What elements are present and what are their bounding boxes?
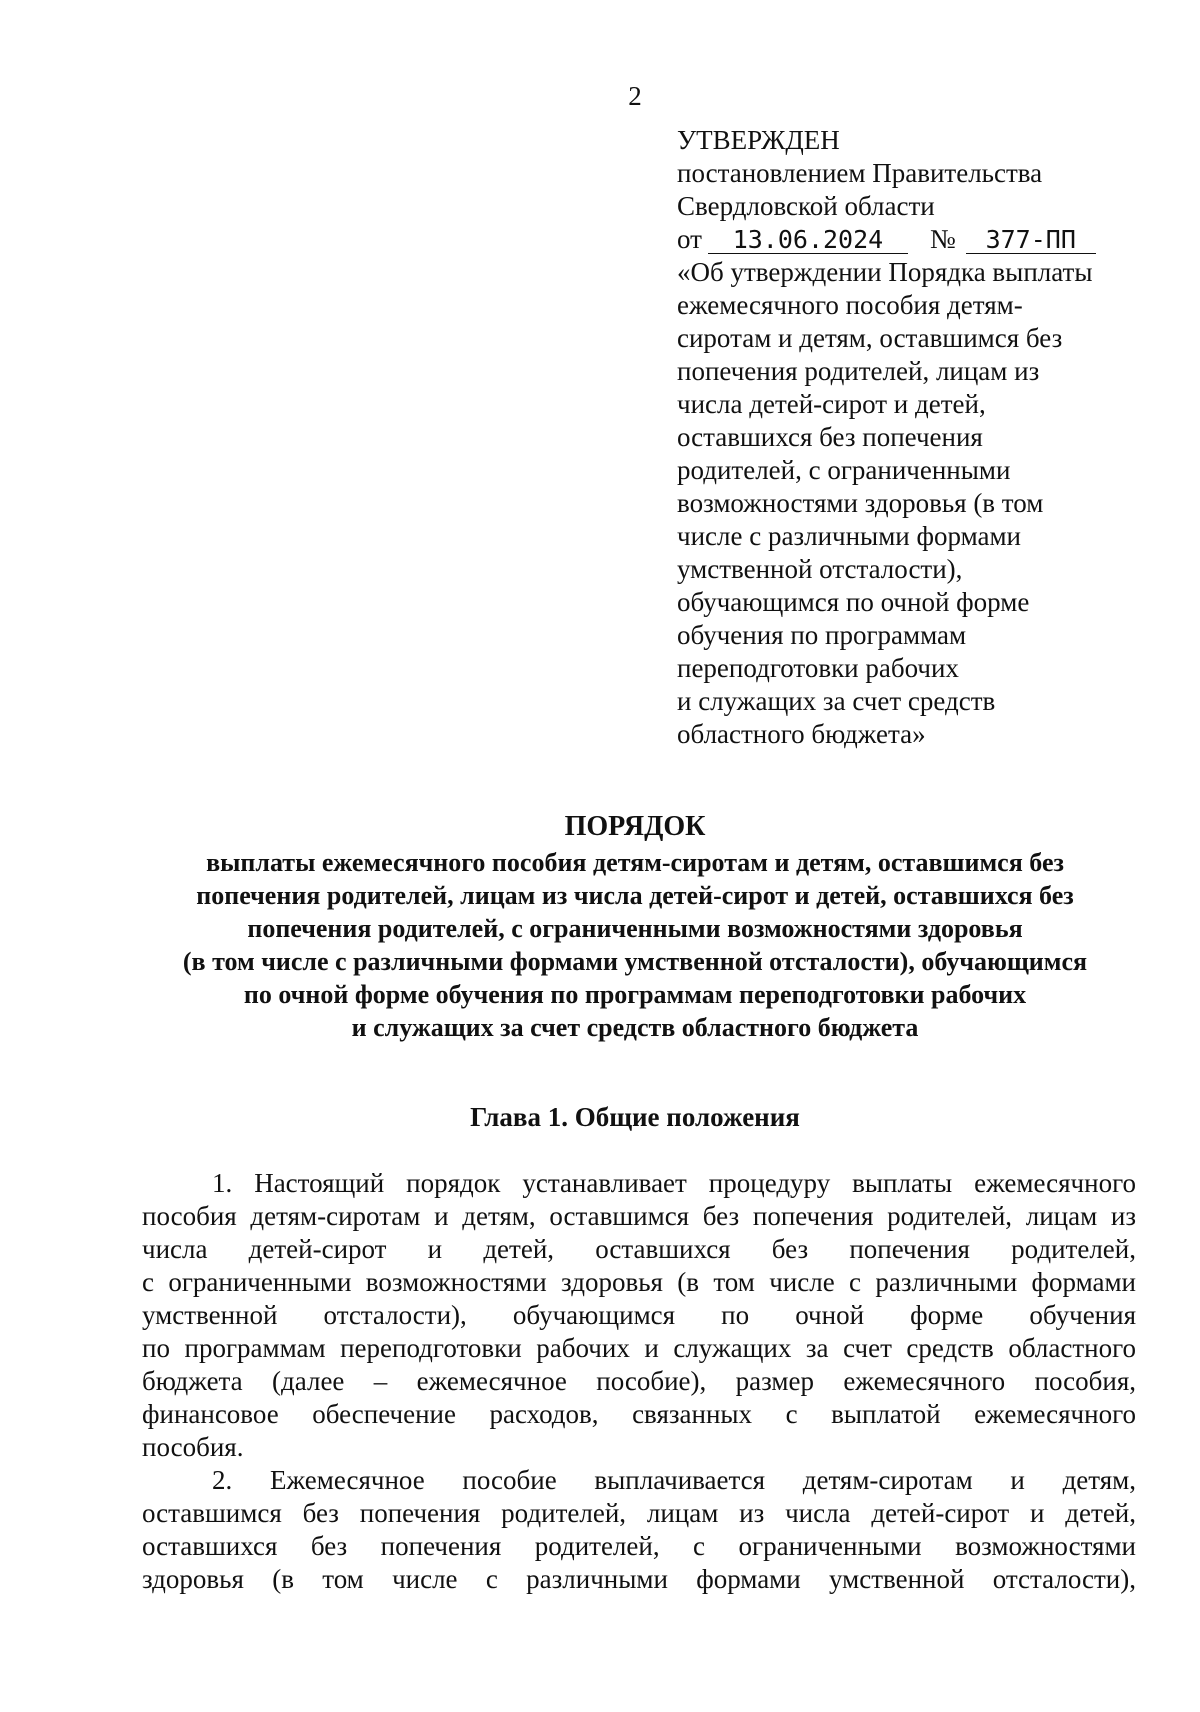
document-heading: ПОРЯДОК: [564, 811, 706, 842]
document-title: [130, 808, 1140, 1044]
decree-title-line: возможностями здоровья (в том: [677, 488, 1044, 518]
page-number: 2: [628, 81, 642, 111]
document-title-line: по очной форме обучения по программам переподготовки рабочих: [243, 980, 1027, 1009]
body-line: пособия детям-сиротам и детям, оставшимся без попечения родителей, лицам из: [142, 1201, 1136, 1231]
decree-title: [677, 256, 1147, 751]
approval-line-2: Свердловской области: [677, 191, 935, 221]
decree-title-line: областного бюджета»: [677, 719, 926, 749]
decree-title-line: умственной отсталости),: [677, 554, 963, 584]
decree-title-line: ежемесячного пособия детям-: [677, 290, 1023, 320]
decree-title-line: и служащих за счет средств: [677, 686, 996, 716]
body-text: [142, 1167, 1136, 1596]
approval-block: [677, 124, 1147, 751]
body-line: оставшихся без попечения родителей, с ограниченными возможностями: [142, 1531, 1136, 1561]
decree-title-line: переподготовки рабочих: [677, 653, 959, 683]
body-line: 1. Настоящий порядок устанавливает процедуру выплаты ежемесячного: [212, 1168, 1136, 1198]
body-line: финансовое обеспечение расходов, связанных с выплатой ежемесячного: [142, 1399, 1136, 1429]
document-title-line: попечения родителей, с ограниченными возможностями здоровья: [247, 914, 1023, 943]
body-line: числа детей-сирот и детей, оставшихся без попечения родителей,: [142, 1234, 1136, 1264]
document-title-line: (в том числе с различными формами умственной отсталости), обучающимся: [182, 947, 1088, 976]
body-line: оставшимся без попечения родителей, лицам из числа детей-сирот и детей,: [142, 1498, 1136, 1528]
approval-line-1: постановлением Правительства: [677, 158, 1043, 188]
chapter-title: Глава 1. Общие положения: [470, 1102, 800, 1132]
approval-heading: УТВЕРЖДЕН: [677, 125, 840, 155]
document-title-line: попечения родителей, лицам из числа детей-сирот и детей, оставшихся без: [196, 881, 1074, 910]
body-line: здоровья (в том числе с различными формами умственной отсталости),: [142, 1564, 1136, 1594]
decree-title-line: числа детей-сирот и детей,: [677, 389, 986, 419]
decree-title-line: попечения родителей, лицам из: [677, 356, 1040, 386]
body-line: умственной отсталости), обучающимся по очной форме обучения: [142, 1300, 1136, 1330]
decree-date: 13.06.2024: [708, 227, 908, 254]
decree-title-line: родителей, с ограниченными: [677, 455, 1011, 485]
body-line: с ограниченными возможностями здоровья (в том числе с различными формами: [142, 1267, 1136, 1297]
decree-title-line: обучения по программам: [677, 620, 967, 650]
body-line: пособия.: [142, 1432, 244, 1462]
body-line: бюджета (далее – ежемесячное пособие), размер ежемесячного пособия,: [142, 1366, 1136, 1396]
body-line: по программам переподготовки рабочих и служащих за счет средств областного: [142, 1333, 1136, 1363]
decree-title-line: числе с различными формами: [677, 521, 1021, 551]
number-prefix: №: [929, 224, 956, 254]
decree-title-line: сиротам и детям, оставшимся без: [677, 323, 1063, 353]
document-title-line: выплаты ежемесячного пособия детям-сиротам и детям, оставшимся без: [206, 848, 1064, 877]
document-title-line: и служащих за счет средств областного бюджета: [351, 1013, 919, 1042]
decree-number: 377-ПП: [966, 227, 1096, 254]
approval-date-number-line: [677, 223, 1147, 256]
decree-title-line: «Об утверждении Порядка выплаты: [677, 257, 1093, 287]
body-line: 2. Ежемесячное пособие выплачивается детям-сиротам и детям,: [212, 1465, 1136, 1495]
date-prefix: от: [677, 224, 702, 254]
decree-title-line: обучающимся по очной форме: [677, 587, 1030, 617]
decree-title-line: оставшихся без попечения: [677, 422, 983, 452]
